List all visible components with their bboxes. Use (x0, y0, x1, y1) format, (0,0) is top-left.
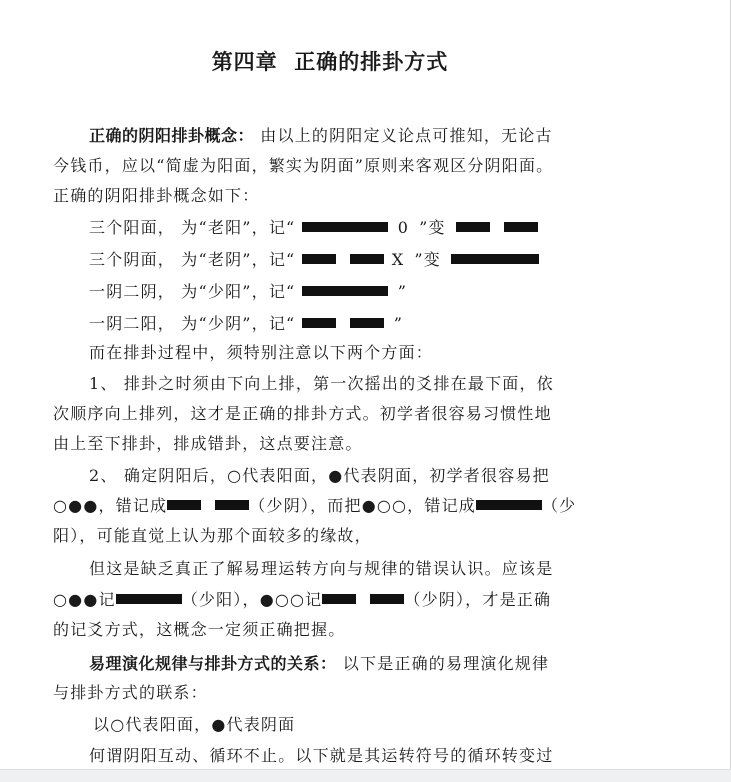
yin-line-symbol-left (302, 254, 336, 264)
rule-young-yang-text: 一阴二阴， 为“少阳”，记“ (89, 282, 302, 301)
para-5-text-b: （少阳），●○○记 (181, 590, 323, 609)
para-4-line-1: 2、 确定阴阳后，○代表阳面，●代表阴面，初学者很容易把 (89, 466, 550, 485)
yang-line-symbol (302, 222, 388, 232)
rule-old-yin-text: 三个阴面， 为“老阴”，记“ (89, 250, 302, 269)
rule-old-yang-text: 三个阳面， 为“老阳”，记“ (89, 218, 302, 237)
para-2: 而在排卦过程中，须特别注意以下两个方面： (89, 343, 434, 362)
para-1-line-3: 正确的阴阳排卦概念如下： (53, 186, 260, 205)
yin-line-symbol-right (350, 318, 384, 328)
rule-young-yin-suffix: ” (393, 314, 404, 333)
para-4-line-2 (53, 496, 576, 516)
rule-young-yang (89, 282, 407, 302)
rule-old-yang-suffix: ”变 (419, 218, 446, 237)
rule-young-yin-text: 一阴二阳， 为“少阴”，记“ (89, 314, 302, 333)
para-5-text-c: （少阴），才是正确 (404, 590, 552, 609)
yang-line-symbol (302, 286, 388, 296)
rule-young-yang-suffix: ” (397, 282, 408, 301)
para-8: 何谓阴阳互动、循环不止。以下就是其运转符号的循环转变过 (89, 746, 554, 765)
para-1-line-2: 今钱币，应以“简虚为阳面，繁实为阴面”原则来客观区分阴阳面。 (53, 156, 554, 175)
rule-old-yin-suffix: ”变 (414, 250, 441, 269)
yang-line-symbol (116, 594, 182, 604)
chapter-title: 第四章 正确的排卦方式 (211, 50, 449, 74)
para-5-line-3: 的记爻方式，这概念一定须正确把握。 (53, 620, 346, 639)
para-4-line-3: 阳），可能直觉上认为那个面较多的缘故， (53, 526, 372, 545)
para-7: 以○代表阳面，●代表阴面 (93, 715, 296, 734)
rule-young-yin (89, 314, 403, 334)
yin-line-symbol-left (456, 222, 490, 232)
rule-old-yin (89, 250, 539, 270)
yang-line-symbol (451, 254, 539, 264)
para-3-line-3: 由上至下排卦，排成错卦，这点要注意。 (53, 434, 363, 453)
para-5-text-a: ○●●记 (53, 590, 116, 609)
para-6-text: 以下是正确的易理演化规律 (336, 654, 550, 673)
para-6-heading: 易理演化规律与排卦方式的关系： (89, 654, 337, 673)
para-1-line-1 (89, 126, 553, 146)
rule-old-yang (89, 218, 538, 238)
para-5-line-2 (53, 590, 551, 610)
yin-line-symbol-right (350, 254, 384, 264)
yang-line-symbol (476, 500, 542, 510)
para-3-line-1: 1、 排卦之时须由下向上排，第一次摇出的爻排在最下面，依 (89, 374, 554, 393)
para-3-line-2: 次顺序向上排列，这才是正确的排卦方式。初学者很容易习惯性地 (53, 404, 552, 423)
old-yang-mark: 0 (397, 218, 410, 237)
old-yin-mark: X (391, 250, 405, 269)
yin-line-symbol-left (167, 500, 201, 510)
para-6-line-1 (89, 654, 549, 674)
yin-line-symbol-right (370, 594, 404, 604)
para-4-text-a: ○●●，错记成 (53, 496, 168, 515)
para-4-text-b: （少阴），而把●○○，错记成 (249, 496, 476, 515)
yin-line-symbol-right (504, 222, 538, 232)
yin-line-symbol-left (302, 318, 336, 328)
para-6-line-2: 与排卦方式的联系： (53, 683, 208, 702)
para-5-line-1: 但这是缺乏真正了解易理运转方向与规律的错误认识。应该是 (89, 559, 554, 578)
yin-line-symbol-right (215, 500, 249, 510)
para-1-heading: 正确的阴阳排卦概念： (89, 126, 255, 145)
para-1-text: 由以上的阴阳定义论点可推知，无论古 (254, 126, 553, 145)
yin-line-symbol-left (322, 594, 356, 604)
para-4-text-c: （少 (541, 496, 577, 515)
horizontal-scrollbar[interactable] (0, 769, 731, 782)
